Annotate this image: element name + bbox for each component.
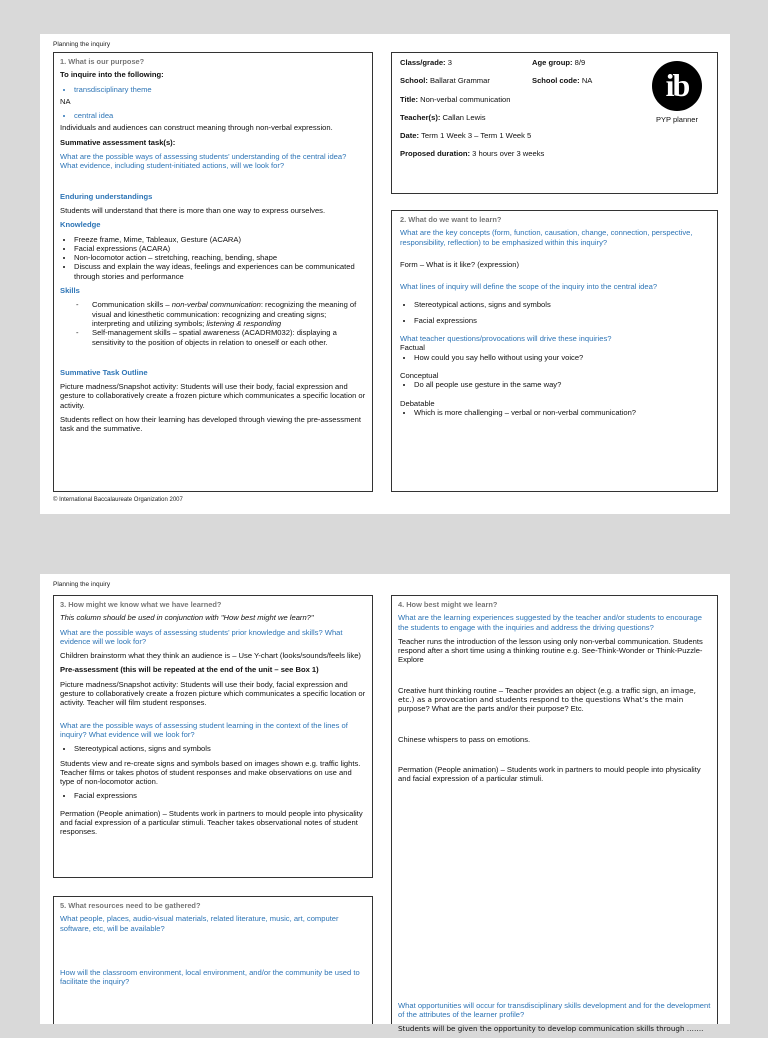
date-label: Date: [400, 131, 419, 141]
enduring-text: Students will understand that there is more than one way to express ourselves. [60, 205, 326, 215]
list-item: - Self-management skills – spatial awareness (ACADRM032): displaying a sensitivity to the position of objects in relation to oneself or each other. [80, 328, 366, 347]
enduring-heading: Enduring understandings [60, 191, 153, 201]
central-idea-text: Individuals and audiences can construct meaning through non-verbal expression. [60, 123, 333, 133]
title-label: Title: [400, 94, 419, 104]
skills-list [60, 300, 366, 346]
list-item: • Non-locomotor action – stretching, reaching, bending, shape [74, 253, 366, 262]
code-value: NA [581, 76, 593, 86]
line1-text: Students view and re-create signs and symbols based on images shown e.g. traffic lights. Teacher films or takes photos of student responses and make observations on use and type of non-locomotor action. [60, 758, 361, 787]
planner-page-1 [40, 34, 730, 514]
theme-label: • transdisciplinary theme [74, 85, 366, 94]
school-label: School: [400, 76, 428, 86]
page-header: Planning the inquiry [53, 41, 111, 48]
teacher-questions: What teacher questions/provocations will drive these inquiries? [400, 334, 612, 344]
section-heading: 2. What do we want to learn? [400, 215, 502, 224]
list-item [80, 300, 366, 328]
experience-text: Chinese whispers to pass on emotions. [398, 734, 531, 744]
title-value: Non-verbal communication [420, 94, 511, 104]
line2-text: Permation (People animation) – Students work in partners to mould people into physicality and facial expression of a particular stimuli. Teacher takes observational notes of student responses. [60, 808, 363, 837]
list-item: • Which is more challenging – verbal or non-verbal communication? [414, 408, 709, 417]
list-item: • Facial expressions [74, 791, 366, 800]
knowledge-heading: Knowledge [60, 220, 101, 230]
code-label: School code: [532, 76, 580, 86]
ib-logo-icon [652, 61, 702, 111]
concepts-question: What are the key concepts (form, function, causation, change, connection, perspective, responsibility, reflection) to be emphasized within this inquiry? [400, 228, 693, 247]
ib-logo [647, 61, 707, 124]
summative-question: What are the possible ways of assessing students’ understanding of the central idea? What evidence, including student-initiated actions, will we look for? [60, 152, 347, 171]
duration-label: Proposed duration: [400, 149, 471, 159]
age-value: 8/9 [574, 58, 586, 67]
prior-answer: Children brainstorm what they think an audience is – Use Y-chart (looks/sounds/feels like) [60, 651, 361, 661]
experience-text: Permation (People animation) – Students work in partners to mould people into physicality and facial expression of a particular stimuli. [398, 764, 701, 784]
skill-text: listening & responding [206, 318, 282, 328]
list-item: • Facial expressions [414, 316, 709, 325]
skills-heading: Skills [60, 286, 80, 296]
logo-caption: PYP planner [656, 115, 698, 124]
intro-text: To inquire into the following: [60, 70, 164, 80]
knowledge-list [60, 235, 366, 281]
list-item: • Do all people use gesture in the same way? [414, 380, 709, 389]
resources-question: What people, places, audio-visual materials, related literature, music, art, computer software, etc, will be available? [60, 914, 339, 933]
section-heading: 4. How best might we learn? [398, 600, 498, 609]
note-text: should be used in conjunction with "How best might we learn?" [103, 613, 314, 623]
unit-info-box [391, 52, 718, 194]
prior-question: What are the possible ways of assessing students’ prior knowledge and skills? What evidence will we look for? [60, 627, 343, 646]
purpose-box [53, 52, 373, 492]
pre-assessment: Pre-assessment (this will be repeated at the end of the unit – see Box 1) [60, 665, 319, 675]
duration-value: 3 hours over 3 weeks [472, 149, 545, 159]
experiences-question: What are the learning experiences suggested by the teacher and/or students to encourage the students to engage with the inquiries and address the driving questions? [398, 613, 702, 632]
exp-text: Creative hunt thinking routine – Teacher provides an object (e.g. a traffic sign, an [398, 685, 671, 695]
exp-text: image, etc.) as a provocation and students respond to the questions What’s the main [398, 685, 696, 705]
date-value: Term 1 Week 3 – Term 1 Week 5 [421, 131, 532, 141]
class-value: 3 [447, 58, 452, 67]
task-outline-heading: Summative Task Outline [60, 367, 148, 377]
skills-question: What opportunities will occur for transdisciplinary skills development and for the development of the attributes of the learner profile? [398, 1001, 711, 1020]
conceptual-label: Conceptual [400, 370, 439, 380]
copyright: © International Baccalaureate Organization 2007 [53, 497, 183, 503]
logo-text: ib [665, 67, 689, 103]
age-label: Age group: [532, 58, 573, 67]
experience-text: Teacher runs the introduction of the lesson using only non-verbal communication. Students respond after a short time using a thinking routine e.g. See-Think-Wonder or Think-Puzzle-Explore [398, 636, 703, 665]
list-item: • Stereotypical actions, signs and symbols [74, 744, 366, 753]
list-item: • Freeze frame, Mime, Tableaux, Gesture (ACARA) [74, 235, 366, 244]
section-heading: 5. What resources need to be gathered? [60, 901, 201, 910]
pre-text: Picture madness/Snapshot activity: Students will use their body, facial expression and gesture to collaboratively create a frozen picture which communicates a specific location or activity. Teacher will film student responses. [60, 679, 366, 708]
skill-text: Communication skills – [92, 300, 172, 310]
list-item: • Discuss and explain the way ideas, feelings and experiences can be communicated through stories and performance [74, 262, 366, 281]
central-idea-label: • central idea [74, 111, 366, 120]
skill-text: non-verbal communication [171, 300, 261, 310]
summative-label: Summative assessment task(s): [60, 137, 176, 147]
environment-question: How will the classroom environment, local environment, and/or the community be used to facilitate the inquiry? [60, 967, 360, 987]
task-outline-text: Picture madness/Snapshot activity: Students will use their body, facial expression and gesture to collaboratively create a frozen picture which communicates a specific location or activity. [60, 382, 366, 410]
lines-list [400, 300, 709, 325]
school-value: Ballarat Grammar [429, 76, 490, 86]
factual-label: Factual [400, 343, 425, 353]
class-label: Class/grade: [400, 58, 446, 67]
experience-text [398, 686, 711, 714]
resources-box [53, 896, 373, 1024]
concept-answer: Form – What is it like? (expression) [400, 259, 520, 269]
debatable-label: Debatable [400, 398, 435, 408]
list-item: • How could you say hello without using your voice? [414, 353, 709, 362]
section-heading: 1. What is our purpose? [60, 57, 145, 66]
know-learned-box [53, 595, 373, 878]
lines-question: What lines of inquiry will define the scope of the inquiry into the central idea? [400, 282, 658, 292]
page-header: Planning the inquiry [53, 581, 111, 588]
list-item: • Facial expressions (ACARA) [74, 244, 366, 253]
teacher-value: Callan Lewis [442, 112, 486, 122]
list-item: • Stereotypical actions, signs and symbols [414, 300, 709, 309]
skills-answer: Students will be given the opportunity to develop communication skills through ……. [398, 1023, 704, 1033]
theme-value: NA [60, 96, 71, 106]
teacher-label: Teacher(s): [400, 112, 441, 122]
note-text: This column [60, 613, 104, 623]
best-learn-box [391, 595, 718, 1033]
reflect-text: Students reflect on how their learning has developed through viewing the pre-assessment task and the summative. [60, 415, 361, 434]
lines-question: What are the possible ways of assessing student learning in the context of the lines of inquiry? What evidence will we look for? [60, 720, 348, 739]
section-heading: 3. How might we know what we have learned? [60, 600, 222, 609]
exp-text: purpose? What are the parts and/or their purpose? Etc. [398, 704, 584, 714]
skill-text: : recognizing the meaning of visual and kinesthetic communication: recognizing and creating signs; interpreting and utilizing symbols; [92, 300, 357, 328]
planner-page-2 [40, 574, 730, 1033]
conjunction-note [60, 613, 366, 622]
want-to-learn-box [391, 210, 718, 492]
